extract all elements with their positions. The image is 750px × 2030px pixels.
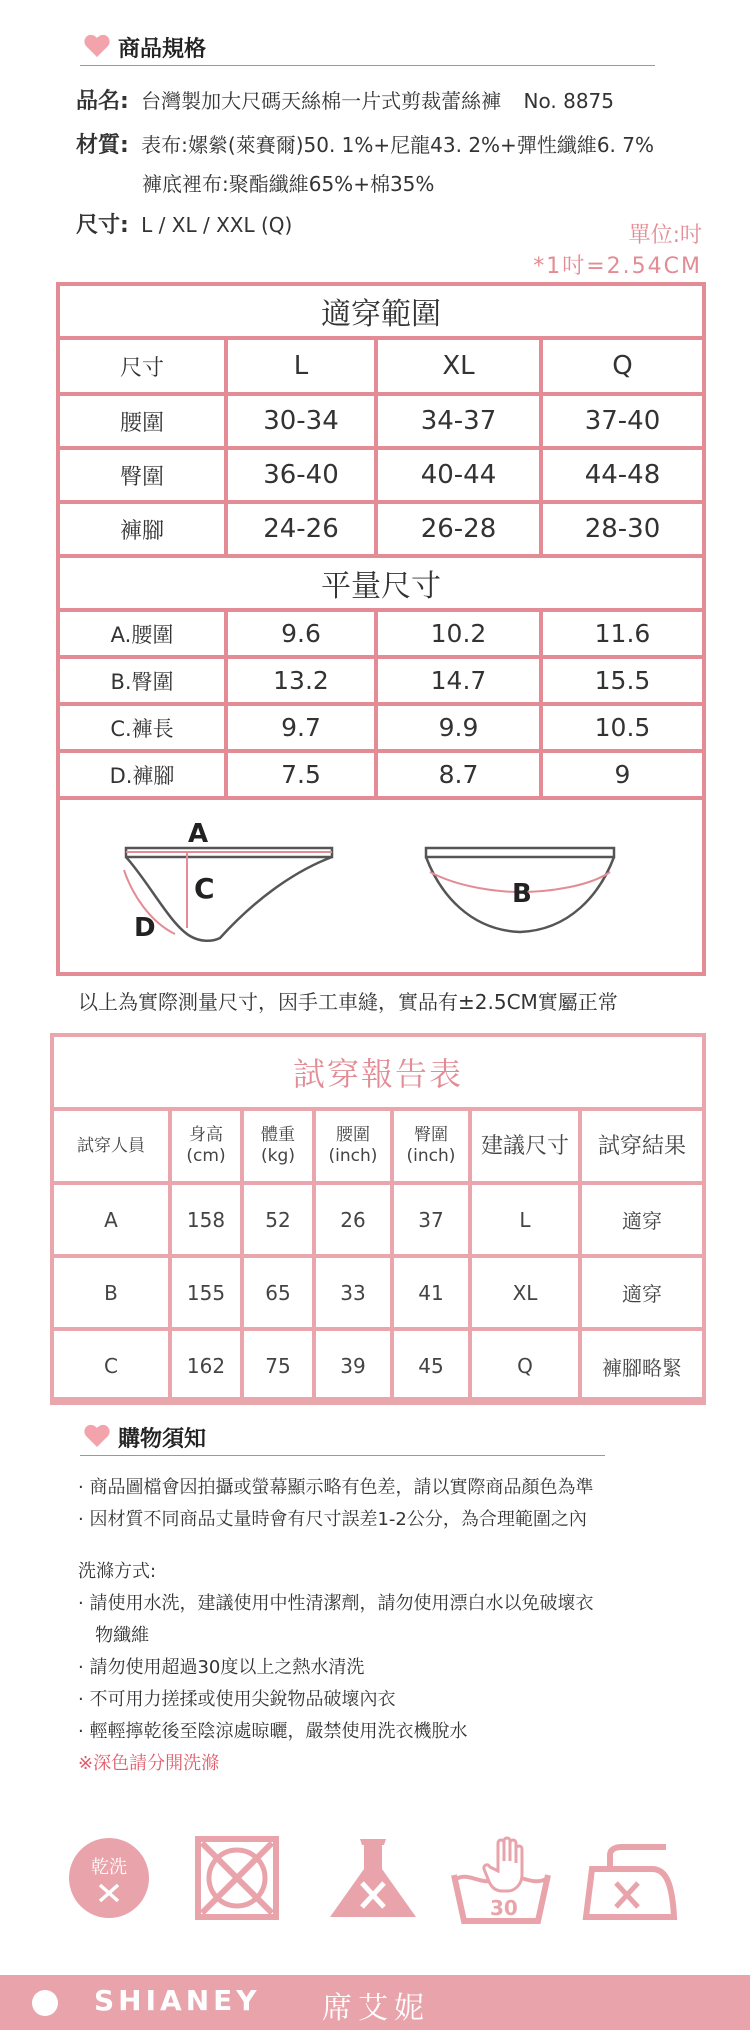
unit-line1: 單位:吋 <box>628 223 702 248</box>
care-icons-row <box>0 1835 750 1925</box>
cell: 9.7 <box>226 704 376 751</box>
cell: A <box>52 1183 170 1256</box>
report-frame <box>50 1033 706 1401</box>
measurement-diagram <box>60 814 702 972</box>
header-unit: (inch) <box>328 1146 378 1166</box>
cell: 39 <box>314 1329 392 1403</box>
row-label: D.褲腳 <box>58 751 226 798</box>
wash-section <box>78 1556 593 1780</box>
material-row-2 <box>142 168 434 197</box>
fit-header-xl: XL <box>376 338 541 394</box>
report-header-waist <box>314 1109 392 1183</box>
no-tumble-dry-icon <box>194 1835 280 1921</box>
cell: 13.2 <box>226 657 376 704</box>
table-row <box>58 502 704 556</box>
spec-heading: 商品規格 <box>118 37 207 62</box>
header-unit: (inch) <box>406 1146 456 1166</box>
brief-back-diagram <box>426 848 614 932</box>
cell: 10.2 <box>376 610 541 657</box>
list-item: · 請勿使用超過30度以上之熱水清洗 <box>78 1657 365 1678</box>
cell: 適穿 <box>580 1183 704 1256</box>
cell: 37 <box>392 1183 470 1256</box>
list-item: · 因材質不同商品丈量時會有尺寸誤差1-2公分，為合理範圍之內 <box>78 1509 587 1530</box>
cell: 65 <box>242 1256 314 1329</box>
diagram-label-d: D <box>134 913 156 943</box>
report-header-height <box>170 1109 242 1183</box>
product-name-row <box>76 84 614 115</box>
cell: 26-28 <box>376 502 541 556</box>
material-label: 材質: <box>76 133 129 158</box>
measure-note: 以上為實際測量尺寸，因手工車縫，實品有±2.5CM實屬正常 <box>78 990 618 1014</box>
header-line: 體重 <box>261 1125 295 1145</box>
no-iron-icon <box>582 1835 680 1921</box>
row-label: C.褲長 <box>58 704 226 751</box>
unit-line2: *1吋=2.54CM <box>533 254 702 279</box>
row-label: 臀圍 <box>58 448 226 502</box>
cell: 7.5 <box>226 751 376 798</box>
cell: 30-34 <box>226 394 376 448</box>
header-line: 臀圍 <box>414 1125 448 1145</box>
cell: 26 <box>314 1183 392 1256</box>
table-row <box>58 751 704 798</box>
wash-temp-text: 30 <box>490 1896 518 1920</box>
cell: 45 <box>392 1329 470 1403</box>
report-header-suggested: 建議尺寸 <box>470 1109 580 1183</box>
cell: 75 <box>242 1329 314 1403</box>
notice-heading-bar <box>80 1420 605 1456</box>
table-row <box>58 448 704 502</box>
no-dry-clean-icon <box>66 1835 152 1921</box>
model-no: No. 8875 <box>523 89 614 113</box>
row-label: 腰圍 <box>58 394 226 448</box>
header-line: 身高 <box>189 1125 223 1145</box>
header-unit: (cm) <box>186 1146 226 1166</box>
diagram-label-b: B <box>512 879 532 909</box>
cell: 9.6 <box>226 610 376 657</box>
table-row <box>58 394 704 448</box>
brand-footer <box>0 1975 750 2030</box>
table-row <box>58 610 704 657</box>
diagram-label-a: A <box>188 819 209 849</box>
cell: 適穿 <box>580 1256 704 1329</box>
cell: 9 <box>541 751 704 798</box>
row-label: B.臀圍 <box>58 657 226 704</box>
material-line1: 表布:嫘縈(萊賽爾)50. 1%+尼龍43. 2%+彈性纖維6. 7% <box>141 133 654 157</box>
header-unit: (kg) <box>261 1146 295 1166</box>
cell: 44-48 <box>541 448 704 502</box>
report-header-weight <box>242 1109 314 1183</box>
table-row <box>52 1329 704 1403</box>
table-row <box>58 657 704 704</box>
list-item: · 輕輕擰乾後至陰涼處晾曬，嚴禁使用洗衣機脫水 <box>78 1721 468 1742</box>
row-label: A.腰圍 <box>58 610 226 657</box>
cell: 158 <box>170 1183 242 1256</box>
wash-title: 洗滌方式: <box>78 1561 157 1582</box>
cell: 24-26 <box>226 502 376 556</box>
cell: C <box>52 1329 170 1403</box>
cell: Q <box>470 1329 580 1403</box>
cell: 162 <box>170 1329 242 1403</box>
fit-header-l: L <box>226 338 376 394</box>
report-title: 試穿報告表 <box>52 1035 704 1109</box>
cell: 11.6 <box>541 610 704 657</box>
size-chart-frame <box>56 282 706 976</box>
list-item: 物纖維 <box>78 1625 150 1646</box>
table-row <box>58 704 704 751</box>
fit-header-size: 尺寸 <box>58 338 226 394</box>
list-item: · 請使用水洗，建議使用中性清潔劑，請勿使用漂白水以免破壞衣 <box>78 1593 594 1614</box>
dark-wash-note: ※深色請分開洗滌 <box>78 1753 220 1774</box>
cell: 33 <box>314 1256 392 1329</box>
row-label: 褲腳 <box>58 502 226 556</box>
cell: 10.5 <box>541 704 704 751</box>
heart-icon <box>84 1424 110 1448</box>
cell: 28-30 <box>541 502 704 556</box>
spec-heading-bar <box>80 30 655 66</box>
cell: 41 <box>392 1256 470 1329</box>
fit-range-table <box>56 282 706 800</box>
brand-name-zh: 席艾妮 <box>322 1991 430 2026</box>
name-label: 品名: <box>76 89 129 114</box>
cell: 37-40 <box>541 394 704 448</box>
cell: 9.9 <box>376 704 541 751</box>
dry-clean-text: 乾洗 <box>91 1857 127 1878</box>
brief-front-diagram <box>124 819 332 943</box>
brand-dot-icon <box>32 1990 58 2016</box>
flat-size-title: 平量尺寸 <box>58 556 704 610</box>
cell: 8.7 <box>376 751 541 798</box>
cell: 褲腳略緊 <box>580 1329 704 1403</box>
table-row <box>52 1256 704 1329</box>
material-row <box>76 128 654 159</box>
cell: 155 <box>170 1256 242 1329</box>
cell: 52 <box>242 1183 314 1256</box>
cell: XL <box>470 1256 580 1329</box>
cell: L <box>470 1183 580 1256</box>
fit-header-q: Q <box>541 338 704 394</box>
cell: 15.5 <box>541 657 704 704</box>
report-header-result: 試穿結果 <box>580 1109 704 1183</box>
size-label: 尺寸: <box>76 213 129 238</box>
size-row <box>76 208 292 239</box>
no-bleach-icon <box>326 1835 420 1921</box>
brand-name-en: SHIANEY <box>94 1984 261 2017</box>
fit-range-title: 適穿範圍 <box>58 284 704 338</box>
notice-list <box>78 1472 593 1536</box>
diagram-label-c: C <box>194 872 215 905</box>
report-header-tester: 試穿人員 <box>52 1109 170 1183</box>
cell: B <box>52 1256 170 1329</box>
list-item: · 不可用力搓揉或使用尖銳物品破壞內衣 <box>78 1689 396 1710</box>
report-header-hip <box>392 1109 470 1183</box>
table-row <box>52 1183 704 1256</box>
notice-heading: 購物須知 <box>118 1427 207 1452</box>
list-item: · 商品圖檔會因拍攝或螢幕顯示略有色差，請以實際商品顏色為準 <box>78 1477 594 1498</box>
material-line2: 褲底裡布:聚酯纖維65%+棉35% <box>142 172 435 196</box>
unit-label <box>533 218 702 280</box>
name-value: 台灣製加大尺碼天絲棉一片式剪裁蕾絲褲 <box>141 89 502 113</box>
header-line: 腰圍 <box>336 1125 370 1145</box>
size-value: L / XL / XXL (Q) <box>141 213 293 237</box>
cell: 36-40 <box>226 448 376 502</box>
cell: 40-44 <box>376 448 541 502</box>
report-table <box>50 1033 706 1405</box>
cell: 14.7 <box>376 657 541 704</box>
heart-icon <box>84 34 110 58</box>
cell: 34-37 <box>376 394 541 448</box>
hand-wash-30-icon <box>450 1835 552 1925</box>
